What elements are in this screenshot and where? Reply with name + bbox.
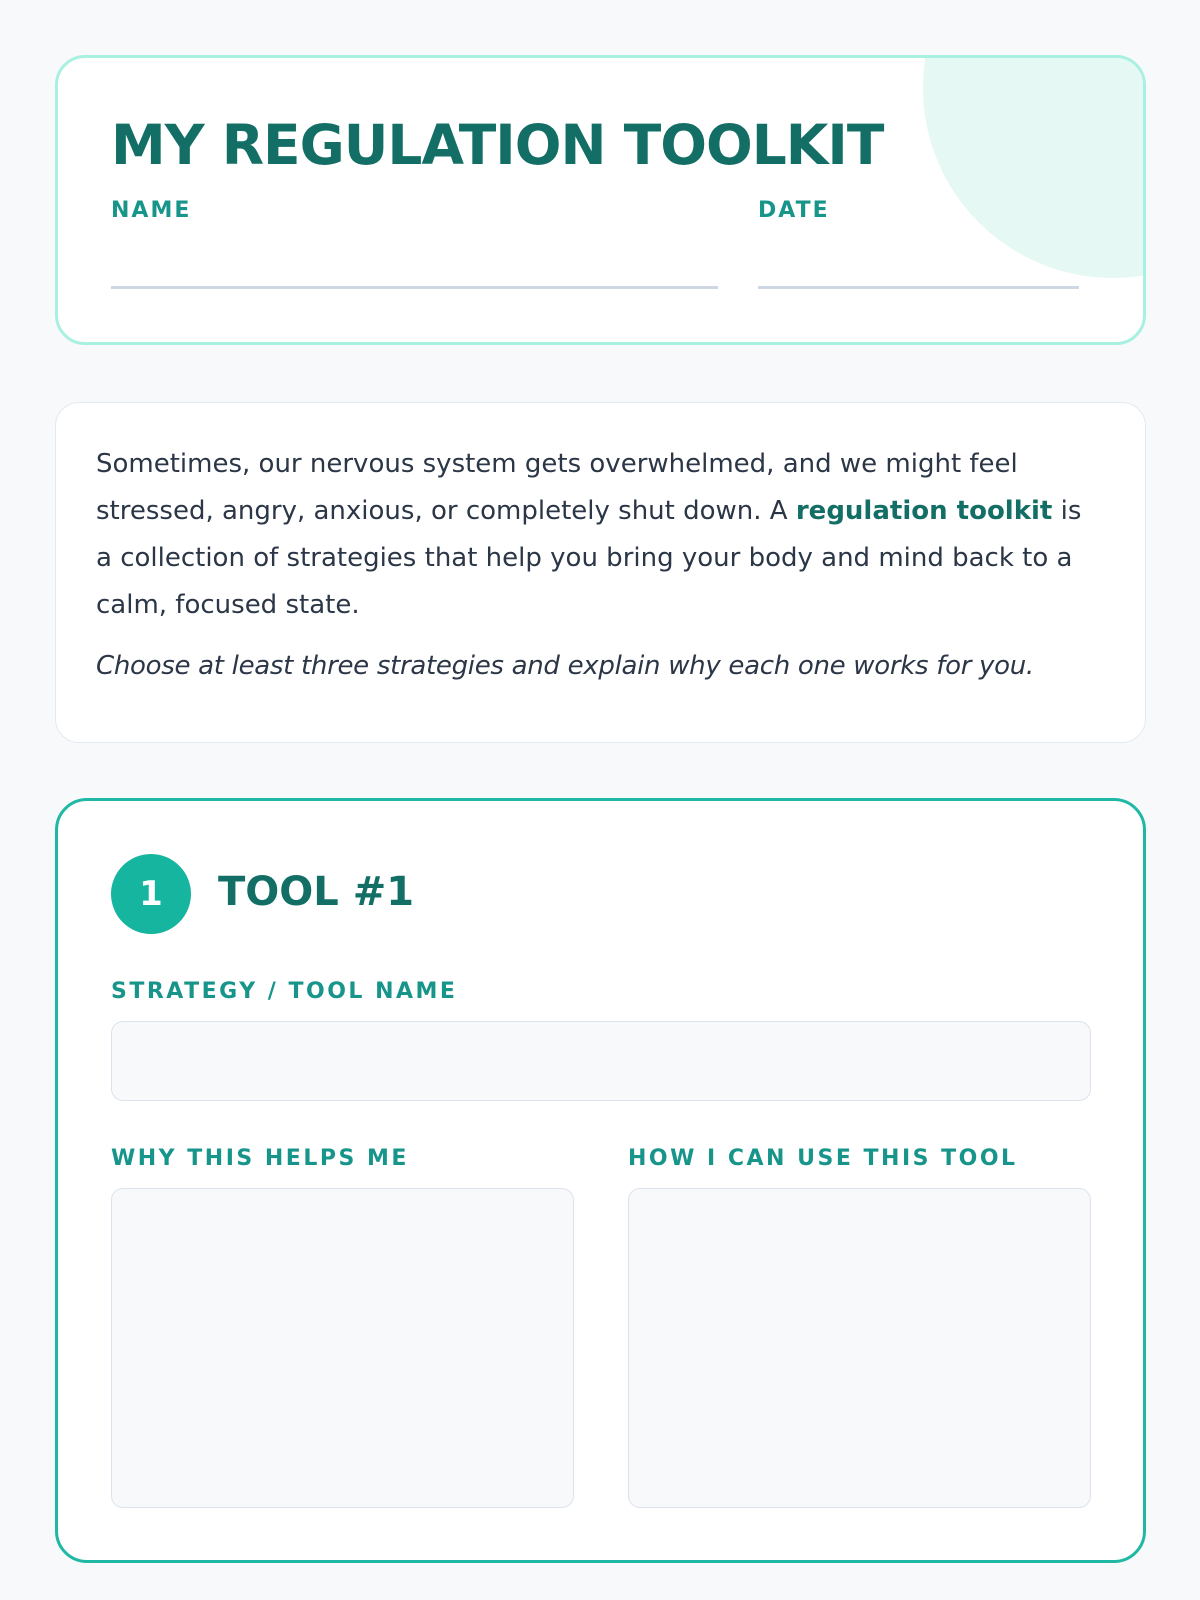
strategy-input[interactable] xyxy=(111,1021,1091,1101)
date-label: DATE xyxy=(758,198,830,223)
tool-number-badge: 1 xyxy=(111,854,191,934)
header-card xyxy=(55,55,1146,345)
tool-card xyxy=(55,798,1146,1563)
intro-instruction: Choose at least three strategies and explain why each one works for you. xyxy=(96,651,1034,681)
intro-highlight: regulation toolkit xyxy=(795,496,1053,526)
intro-paragraph xyxy=(96,441,1105,629)
header-decoration xyxy=(923,55,1146,278)
strategy-label: STRATEGY / TOOL NAME xyxy=(111,979,458,1004)
why-label: WHY THIS HELPS ME xyxy=(111,1146,409,1171)
how-label: HOW I CAN USE THIS TOOL xyxy=(628,1146,1018,1171)
tool-title: TOOL #1 xyxy=(218,869,415,915)
name-label: NAME xyxy=(111,198,192,223)
page-title: MY REGULATION TOOLKIT xyxy=(111,113,884,177)
date-field[interactable] xyxy=(758,286,1079,289)
name-field[interactable] xyxy=(111,286,718,289)
how-textarea[interactable] xyxy=(628,1188,1091,1508)
intro-text-before: Sometimes, our nervous system gets overwhelmed, and we might feel stressed, angry, anxious, or completely shut down. A xyxy=(96,449,1018,526)
intro-card xyxy=(55,402,1146,743)
why-textarea[interactable] xyxy=(111,1188,574,1508)
intro-text-after: is a collection of strategies that help you bring your body and mind back to a calm, focused state. xyxy=(96,496,1082,620)
